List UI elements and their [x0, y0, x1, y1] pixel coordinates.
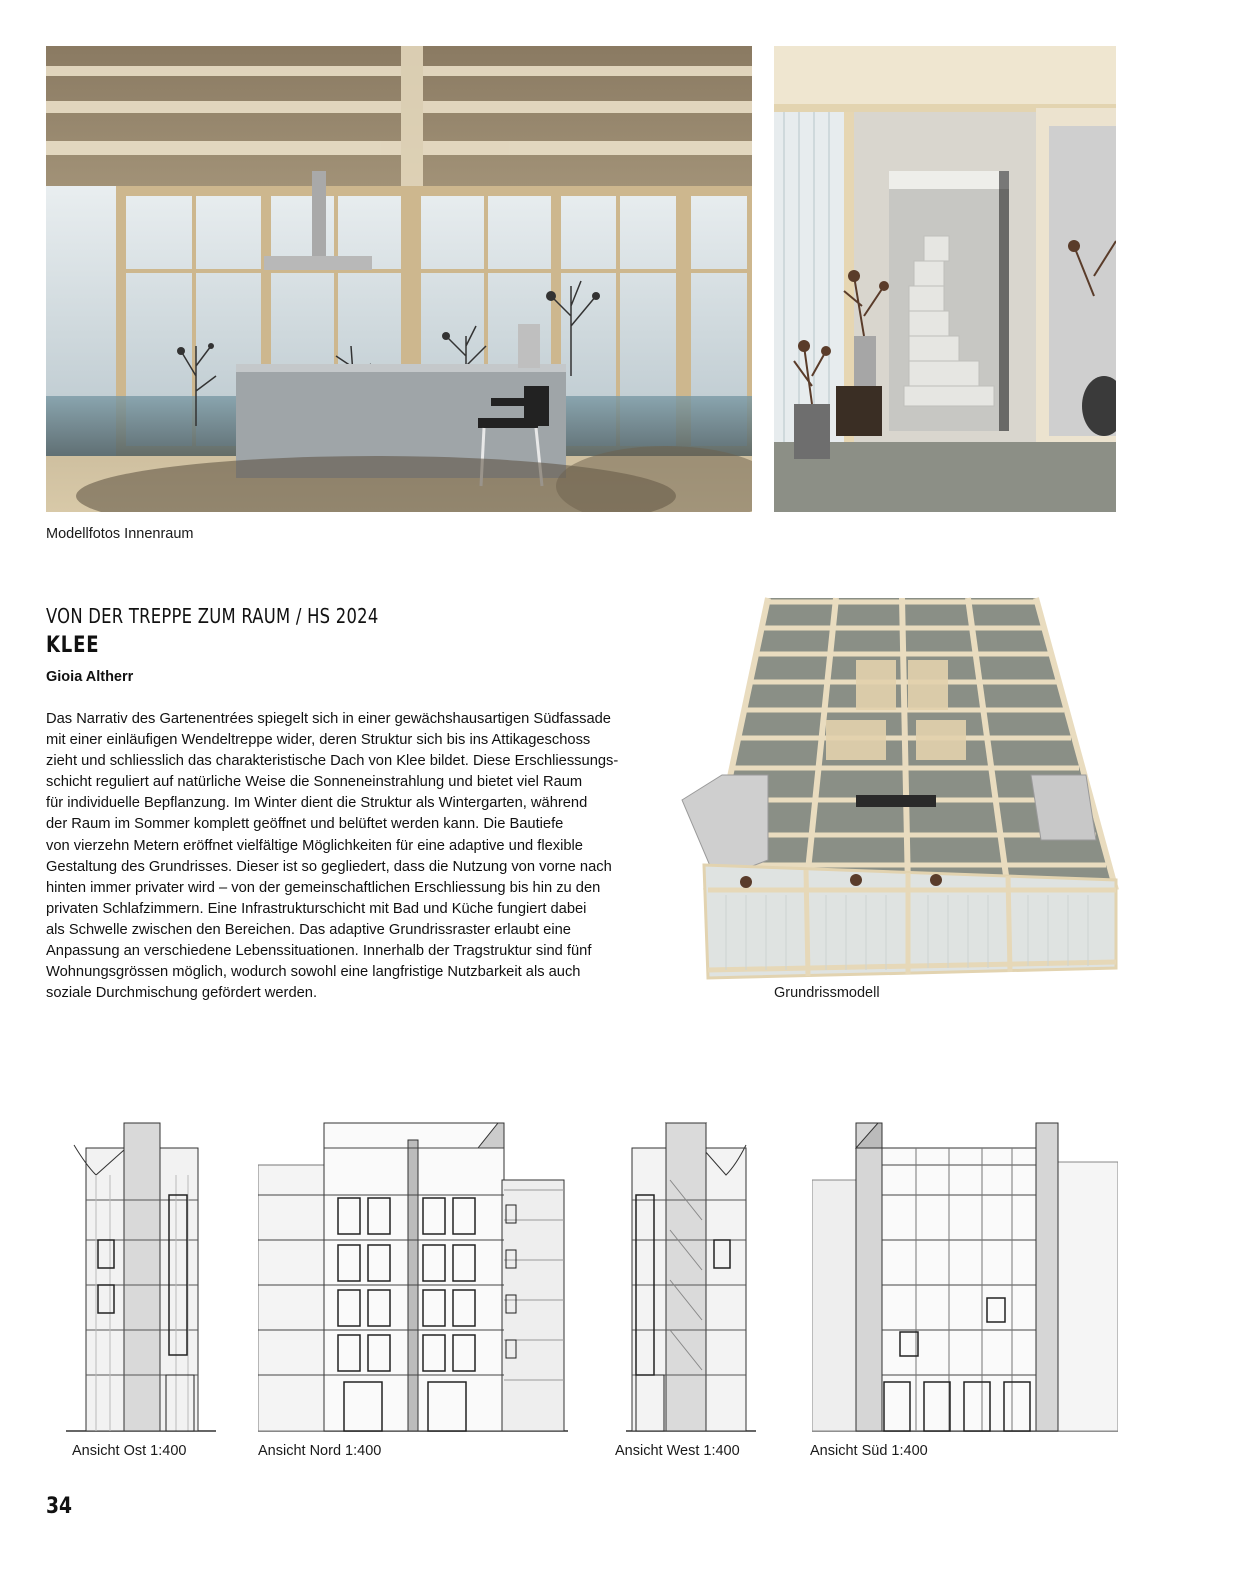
model-caption: Grundrissmodell: [774, 985, 880, 1001]
project-series: VON DER TREPPE ZUM RAUM / HS 2024: [46, 604, 379, 628]
description-line: Anpassung an verschiedene Lebenssituationen. Innerhalb der Tragstruktur sind fünf: [46, 943, 592, 960]
staircase-interior-image: [774, 46, 1116, 512]
elevation-north-drawing: [258, 1120, 568, 1435]
description-line: soziale Durchmischung gefördert werden.: [46, 985, 318, 1002]
description-line: hinten immer privater wird – von der gemeinschaftlichen Erschliessung bis hin zu den: [46, 879, 601, 896]
floorplan-model-photo: [676, 590, 1126, 982]
description-line: mit einer einläufigen Wendeltreppe wider, deren Struktur sich bis ins Attikageschoss: [46, 732, 591, 749]
project-description: [46, 709, 666, 1004]
page-number: 34: [46, 1494, 73, 1519]
elevation-south-caption: Ansicht Süd 1:400: [810, 1443, 928, 1459]
description-line: Wohnungsgrössen möglich, wodurch sowohl eine langfristige Nutzbarkeit als auch: [46, 964, 581, 981]
photo-staircase-interior: [774, 46, 1116, 512]
description-line: zieht und schliesslich das charakteristische Dach von Klee bildet. Diese Erschliessungs-: [46, 753, 619, 770]
description-line: schicht reguliert auf natürliche Weise die Sonneneinstrahlung und bietet viel Raum: [46, 774, 583, 791]
project-author: Gioia Altherr: [46, 669, 134, 685]
elevation-east-caption: Ansicht Ost 1:400: [72, 1443, 187, 1459]
description-line: Das Narrativ des Gartenentrées spiegelt sich in einer gewächshausartigen Südfassade: [46, 711, 611, 727]
photos-caption: Modellfotos Innenraum: [46, 526, 194, 542]
description-line: Gestaltung des Grundrisses. Dieser ist so gegliedert, dass die Nutzung von vorne nach: [46, 858, 612, 875]
elevation-east-svg: [66, 1120, 216, 1435]
elevation-west-drawing: [626, 1120, 756, 1435]
photo-kitchen-interior: [46, 46, 752, 512]
floorplan-model-image: [676, 590, 1126, 982]
description-line: als Schwelle zwischen den Bereichen. Das adaptive Grundrissraster erlaubt eine: [46, 921, 571, 938]
elevation-east-drawing: [66, 1120, 216, 1435]
description-line: für individuelle Bepflanzung. Im Winter dient die Struktur als Wintergarten, während: [46, 795, 588, 812]
elevation-west-svg: [626, 1120, 756, 1435]
description-line: privaten Schlafzimmern. Eine Infrastrukturschicht mit Bad und Küche fungiert dabei: [46, 900, 587, 917]
kitchen-interior-image: [46, 46, 752, 512]
elevation-south-svg: [812, 1120, 1118, 1435]
elevation-north-caption: Ansicht Nord 1:400: [258, 1443, 382, 1459]
elevation-north-svg: [258, 1120, 568, 1435]
description-line: der Raum im Sommer komplett geöffnet und belüftet werden kann. Die Bautiefe: [46, 816, 564, 833]
description-line: von vierzehn Metern eröffnet vielfältige Möglichkeiten für eine adaptive und flexible: [46, 837, 583, 854]
elevation-west-caption: Ansicht West 1:400: [615, 1443, 740, 1459]
project-title: KLEE: [46, 633, 100, 658]
elevation-south-drawing: [812, 1120, 1118, 1435]
